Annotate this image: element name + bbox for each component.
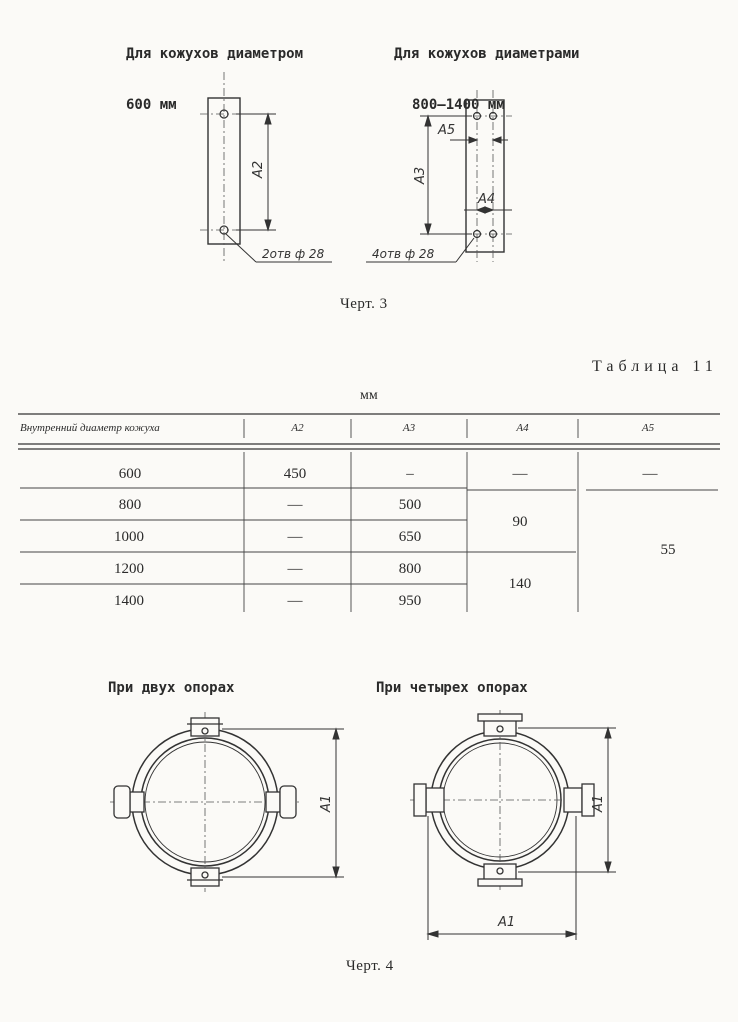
- dim-a5-label: A5: [438, 123, 456, 138]
- table-cell-diameter: 1200: [114, 561, 144, 577]
- table-cell-a3: –: [406, 466, 414, 482]
- dim-a1-horizontal-label: A1: [498, 915, 516, 930]
- four-supports-heading: При четырех опорах: [376, 680, 528, 696]
- table-cell-diameter: 800: [118, 497, 142, 513]
- figure3-caption: Черт. 3: [340, 296, 388, 312]
- dim-a1-label: A1: [319, 794, 334, 812]
- figure4-caption: Черт. 4: [346, 958, 394, 974]
- right-heading-line2: 800—1400 мм: [412, 97, 505, 113]
- table-cell-a2: —: [287, 497, 303, 513]
- table-cell-a4-group: 140: [508, 576, 532, 592]
- dim-a2-label: A2: [251, 160, 266, 178]
- header-a2: A2: [291, 422, 304, 434]
- table-cell-a3: 950: [398, 593, 422, 609]
- left-heading-line1: Для кожухов диаметром: [126, 46, 304, 62]
- table-cell-a2: —: [287, 529, 303, 545]
- table-cell-diameter: 1400: [114, 593, 144, 609]
- table-cell-a2: 450: [283, 466, 307, 482]
- table-unit: мм: [360, 388, 378, 403]
- header-a5: A5: [641, 422, 655, 434]
- table-cell-a4: —: [512, 466, 528, 482]
- table-cell-a5-group: 55: [660, 542, 676, 558]
- header-a4: A4: [516, 422, 529, 434]
- holes-left-label: 2отв ф 28: [262, 247, 325, 261]
- table-cell-a2: —: [287, 561, 303, 577]
- table-cell-diameter: 600: [118, 466, 142, 482]
- two-supports-heading: При двух опорах: [108, 680, 235, 696]
- table-cell-a3: 650: [398, 529, 422, 545]
- left-heading-line2: 600 мм: [126, 97, 177, 113]
- table-cell-a2: —: [287, 593, 303, 609]
- holes-right-label: 4отв ф 28: [372, 247, 435, 261]
- header-a3: A3: [402, 422, 416, 434]
- table-cell-a4-group: 90: [512, 514, 528, 530]
- table-cell-a3: 800: [398, 561, 422, 577]
- right-heading-line1: Для кожухов диаметрами: [394, 46, 580, 62]
- dim-a1-vertical-label: A1: [591, 794, 606, 812]
- table-cell-a5: —: [642, 466, 658, 482]
- table-cell-diameter: 1000: [114, 529, 144, 545]
- table-title: Таблица 11: [592, 358, 718, 375]
- dim-a3-label: A3: [413, 166, 428, 184]
- header-diameter: Внутренний диаметр кожуха: [20, 422, 160, 434]
- table-cell-a3: 500: [398, 497, 422, 513]
- dim-a4-label: A4: [478, 192, 496, 207]
